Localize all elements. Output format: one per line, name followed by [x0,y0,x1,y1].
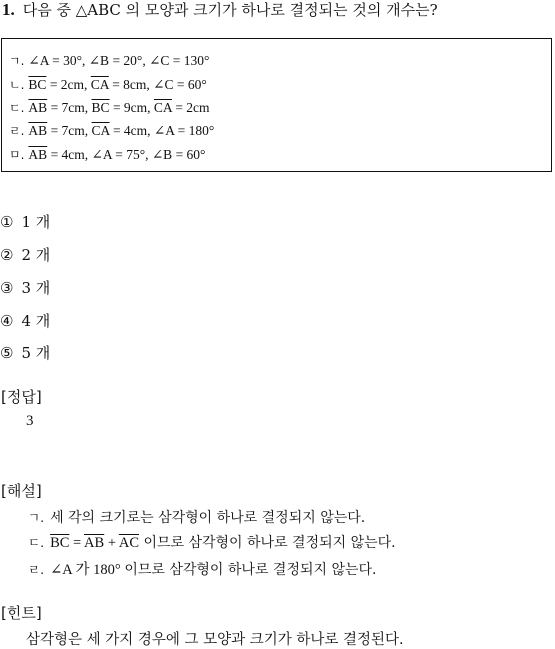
condition-item [9,52,209,69]
condition-mark: ㄱ. [9,54,25,68]
explanation-mark: ㄷ. [28,535,45,550]
explanation-line [28,558,377,579]
explanation-line [28,507,365,527]
explanation-math: = [69,535,85,551]
explanation-text: 이므로 삼각형이 하나로 결정되지 않는다. [124,562,377,578]
choice-label: 3 개 [21,279,51,297]
segment-label: $\overline{CA}$ [153,100,172,115]
hint-label: [힌트] [1,604,42,622]
explanation-mark: ㄱ. [28,510,45,525]
choice-number: ① [0,213,14,231]
segment-label: $\overline{CA}$ [90,77,109,92]
segment-label: $\overline{AB}$ [28,123,48,138]
condition-text: = 2cm, [46,77,91,92]
segment-label: $\overline{AC}$ [118,535,139,551]
segment-label: $\overline{CA}$ [91,123,110,138]
condition-mark: ㄹ. [9,124,25,138]
question-text: 다음 중 △ABC 의 모양과 크기가 하나로 결정되는 것의 개수는? [22,1,438,19]
explanation-mark: ㄹ. [28,562,45,577]
segment-label: $\overline{AB}$ [84,535,105,551]
question-header [2,0,438,20]
condition-item [9,99,210,116]
explanation-math: + [104,535,119,551]
segment-label: $\overline{BC}$ [91,100,110,115]
condition-text: = 4cm, ∠A = 75°, ∠B = 60° [47,147,206,162]
explanation-math: ∠A 가 180° [50,562,125,578]
segment-label: $\overline{AB}$ [28,100,48,115]
condition-text: = 2cm [171,100,210,115]
condition-item [9,76,207,93]
choice-1[interactable] [0,211,50,232]
question-number: 1. [2,0,15,19]
segment-label: $\overline{BC}$ [28,77,47,92]
condition-item [9,146,205,163]
choice-label: 1 개 [21,213,51,231]
condition-text: = 7cm, [47,123,92,138]
condition-text: = 7cm, [47,100,92,115]
choice-label: 5 개 [21,344,51,362]
choice-number: ③ [0,279,14,297]
condition-item [9,122,214,139]
choice-number: ⑤ [0,344,14,362]
segment-label: $\overline{AB}$ [28,147,48,162]
choice-3[interactable] [0,277,50,298]
answer-label: [정답] [1,388,42,406]
conditions-box [1,38,552,172]
choice-number: ④ [0,312,14,330]
explanation-line [28,532,396,552]
segment-label: $\overline{BC}$ [50,535,70,551]
explanation-text: 이므로 삼각형이 하나로 결정되지 않는다. [139,535,396,551]
condition-text: = 8cm, ∠C = 60° [108,77,207,92]
condition-text: = 4cm, ∠A = 180° [109,123,215,138]
condition-text: ∠A = 30°, ∠B = 20°, ∠C = 130° [28,53,210,68]
choice-label: 2 개 [21,246,51,264]
choice-5[interactable] [0,342,50,363]
explanation-label: [해설] [1,482,42,500]
choice-number: ② [0,246,14,264]
condition-text: = 9cm, [109,100,154,115]
explanation-text: 세 각의 크기로는 삼각형이 하나로 결정되지 않는다. [50,510,366,526]
hint-text: 삼각형은 세 가지 경우에 그 모양과 크기가 하나로 결정된다. [26,632,404,648]
condition-mark: ㅁ. [9,148,25,162]
choice-2[interactable] [0,244,50,265]
choice-label: 4 개 [21,312,51,330]
condition-mark: ㄴ. [9,78,25,92]
condition-mark: ㄷ. [9,101,25,115]
answer-value: 3 [26,413,34,429]
choice-4[interactable] [0,310,50,331]
